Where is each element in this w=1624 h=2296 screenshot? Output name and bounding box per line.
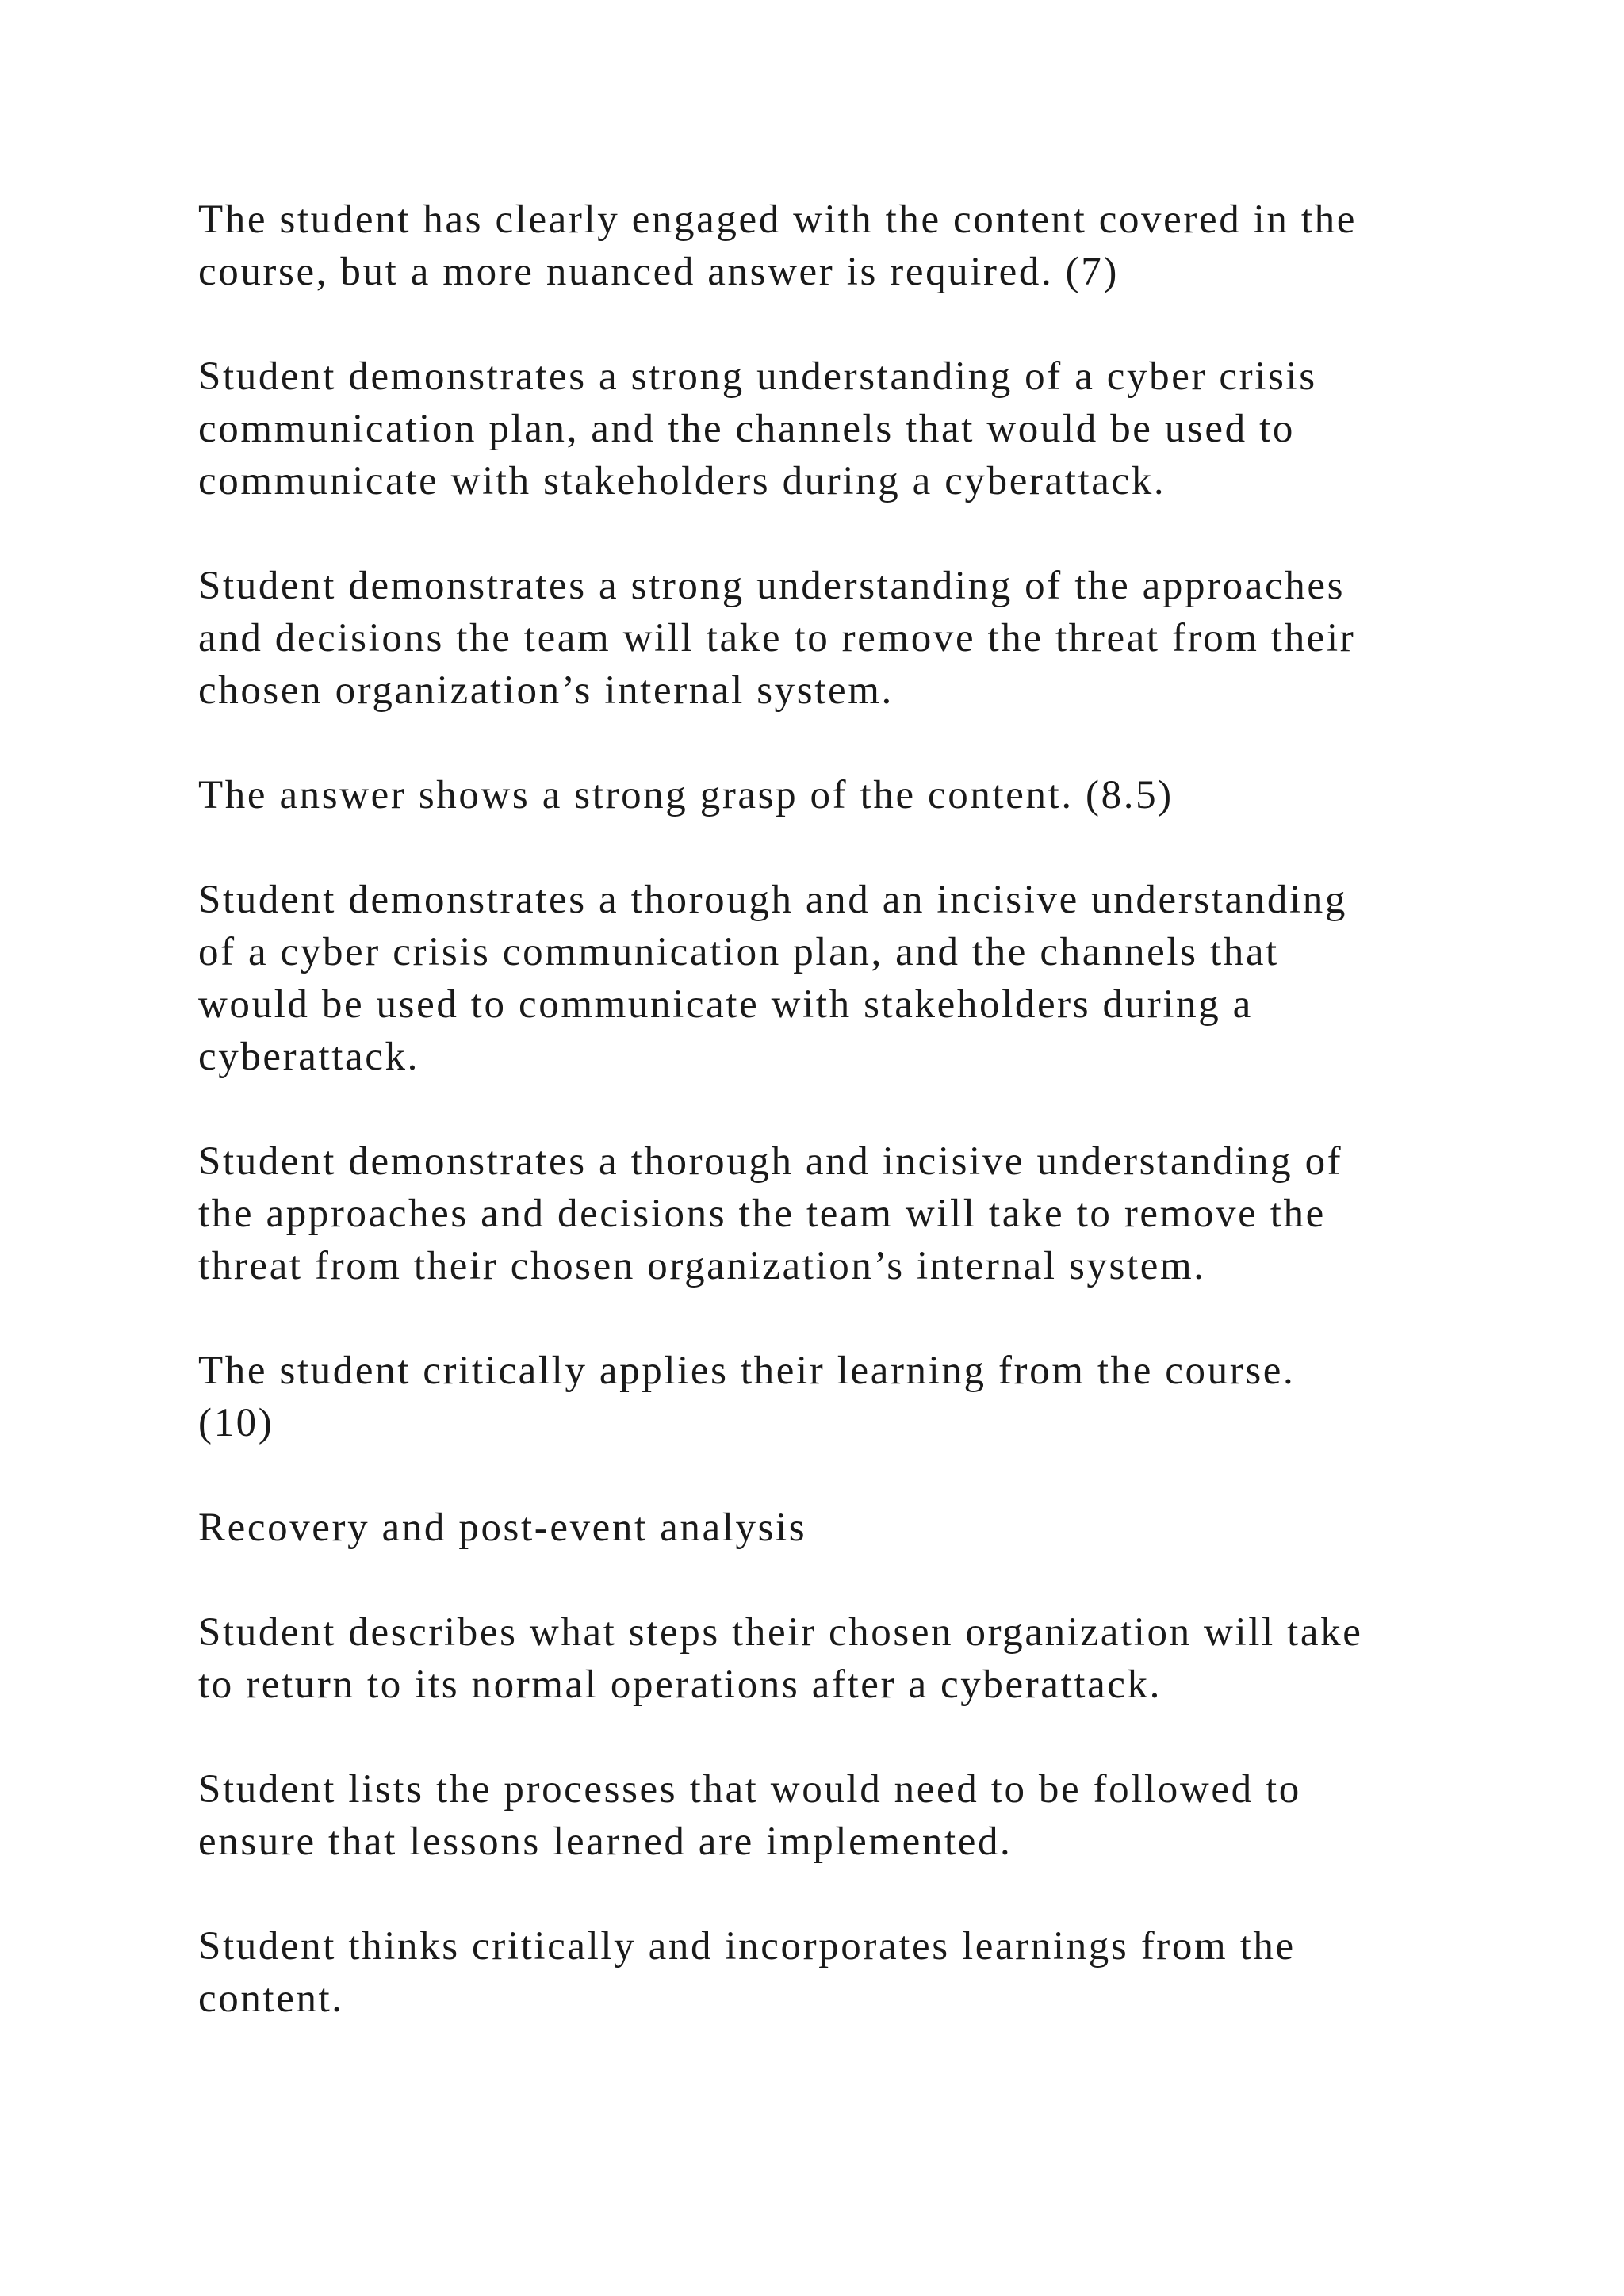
paragraph-score-8-5 <box>198 769 1499 821</box>
text-line: (10) <box>198 1401 274 1445</box>
text-line: Student demonstrates a strong understanding of the approaches <box>198 564 1346 608</box>
text-line: Student demonstrates a strong understanding of a cyber crisis <box>198 354 1317 399</box>
text-line: The student has clearly engaged with the content covered in the <box>198 197 1357 242</box>
text-line: cyberattack. <box>198 1035 419 1079</box>
paragraph-recovery-steps <box>198 1606 1499 1711</box>
text-line: content. <box>198 1976 344 2021</box>
paragraph-lessons-learned <box>198 1763 1499 1868</box>
text-line: The answer shows a strong grasp of the content. (8.5) <box>198 773 1174 817</box>
text-line: Recovery and post-event analysis <box>198 1506 807 1550</box>
paragraph-communication-plan-thorough <box>198 874 1499 1083</box>
section-heading-recovery <box>198 1502 1499 1554</box>
text-line: and decisions the team will take to remove the threat from their <box>198 616 1356 660</box>
paragraph-approaches-strong <box>198 560 1499 717</box>
paragraph-score-10 <box>198 1345 1499 1449</box>
text-line: The student critically applies their learning from the course. <box>198 1349 1296 1393</box>
text-line: chosen organization’s internal system. <box>198 668 894 713</box>
text-line: would be used to communicate with stakeholders during a <box>198 982 1253 1027</box>
paragraph-communication-plan-strong <box>198 350 1499 507</box>
text-line: to return to its normal operations after a cyberattack. <box>198 1663 1162 1707</box>
text-line: communication plan, and the channels that would be used to <box>198 407 1295 451</box>
paragraph-score-7 <box>198 193 1499 298</box>
document-body <box>198 193 1499 2077</box>
paragraph-approaches-thorough <box>198 1135 1499 1292</box>
text-line: course, but a more nuanced answer is required. (7) <box>198 250 1119 294</box>
paragraph-critical-thinking <box>198 1920 1499 2025</box>
text-line: Student thinks critically and incorporates learnings from the <box>198 1924 1296 1969</box>
text-line: Student demonstrates a thorough and incisive understanding of <box>198 1139 1343 1184</box>
text-line: Student lists the processes that would need to be followed to <box>198 1767 1301 1812</box>
text-line: of a cyber crisis communication plan, and the channels that <box>198 930 1279 974</box>
text-line: Student demonstrates a thorough and an incisive understanding <box>198 878 1347 922</box>
text-line: communicate with stakeholders during a cyberattack. <box>198 459 1166 503</box>
text-line: the approaches and decisions the team will take to remove the <box>198 1192 1326 1236</box>
text-line: threat from their chosen organization’s internal system. <box>198 1244 1206 1288</box>
text-line: Student describes what steps their chosen organization will take <box>198 1610 1363 1655</box>
text-line: ensure that lessons learned are implemented. <box>198 1820 1013 1864</box>
